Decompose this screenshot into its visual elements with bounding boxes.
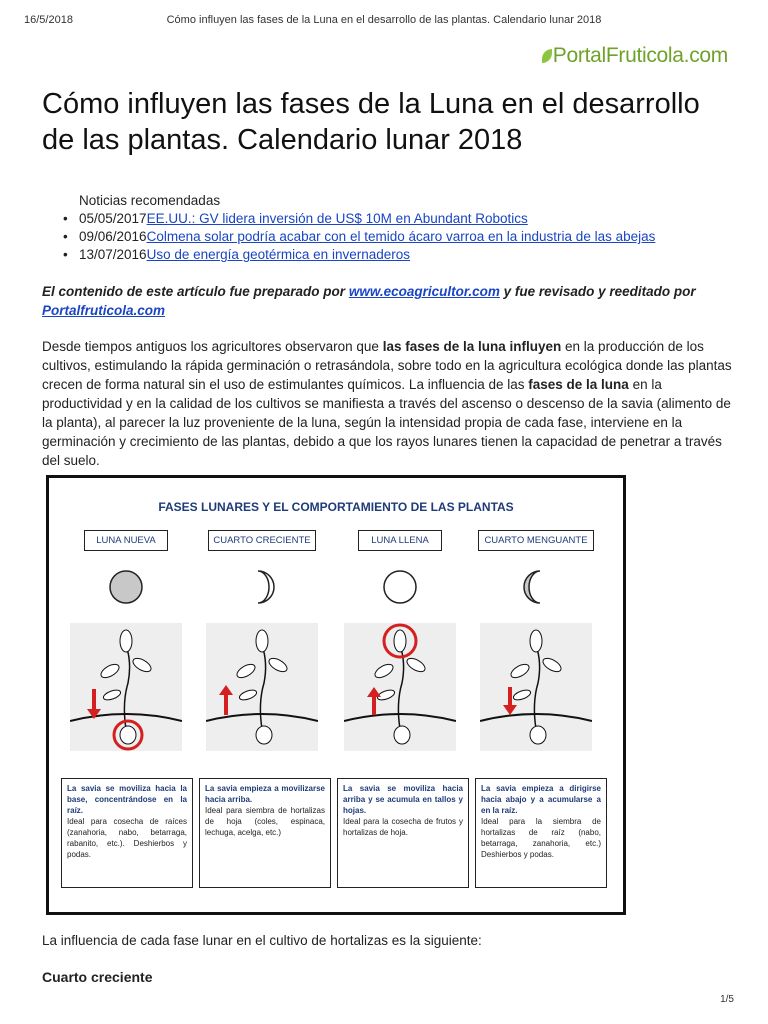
phase-label: LUNA LLENA: [358, 530, 442, 551]
recommended-heading: Noticias recomendadas: [79, 193, 221, 208]
news-link[interactable]: EE.UU.: GV lidera inversión de US$ 10M en Abundant Robotics: [146, 211, 528, 226]
phase-description-note: Ideal para siembra de hortalizas de hoja (coles, espinaca, lechuga, acelga, etc.): [205, 806, 325, 837]
lunar-phases-figure: [46, 475, 626, 915]
phase-description: [199, 778, 331, 888]
leaf-icon: [542, 49, 552, 63]
news-date: 13/07/2016: [79, 247, 147, 262]
print-header-title: Cómo influyen las fases de la Luna en el desarrollo de las plantas. Calendario lunar 2018: [166, 14, 602, 26]
plant-illustration: [70, 623, 182, 751]
phase-description-note: Ideal para la siembra de hortalizas de raíz (nabo, betarraga, zanahoria, etc.) Deshierbos y podas.: [481, 817, 601, 859]
print-date: 16/5/2018: [24, 14, 73, 26]
intro-text: en la producción de los cultivos, estimulando la rápida germinación o retrasándola, sobre todo en la agricultura ecológica donde las plantas crecen de forma natural sin el uso de estimulantes químicos. La influencia de las: [42, 339, 732, 392]
figure-title: FASES LUNARES Y EL COMPORTAMIENTO DE LAS PLANTAS: [158, 500, 514, 514]
plant-icon: [480, 623, 592, 751]
phase-description-bold: La savia empieza a dirigirse hacia abajo y a acumularse a en la raíz.: [481, 784, 601, 815]
intro-text: en la productividad y en la calidad de los cultivos se manifiesta a través del ascenso o descenso de la savia (alimento de la planta), al parecer la luz proveniente de la luna, según la intensidad propia de cada fase, interviene en la germinación y crecimiento de las plantas, debido a que los rayos lunares tienen la capacidad de penetrar a través del suelo.: [42, 377, 731, 468]
intro-paragraph: [42, 337, 732, 470]
news-link[interactable]: Colmena solar podría acabar con el temido ácaro varroa en la industria de las abejas: [146, 229, 656, 244]
intro-bold: fases de la luna: [528, 377, 629, 392]
intro-text: Desde tiempos antiguos los agricultores observaron que: [42, 339, 383, 354]
plant-icon: [206, 623, 318, 751]
list-item: [79, 210, 655, 228]
phase-description: [337, 778, 469, 888]
article-title: Cómo influyen las fases de la Luna en el desarrollo de las plantas. Calendario lunar 2018: [42, 88, 700, 156]
site-logo[interactable]: [542, 44, 728, 68]
waning-moon-icon: [518, 569, 554, 605]
new-moon-icon: [108, 569, 144, 605]
phase-description-note: Ideal para la cosecha de frutos y hortalizas de hoja.: [343, 817, 463, 837]
phase-description-note: Ideal para cosecha de raíces (zanahoria, nabo, betarraga, rabanito, etc.). Deshierbos y podas.: [67, 817, 187, 859]
phase-label: LUNA NUEVA: [84, 530, 168, 551]
phase-description: [61, 778, 193, 888]
phase-column: [63, 530, 189, 751]
list-item: [79, 246, 655, 264]
news-date: 09/06/2016: [79, 229, 147, 244]
portalfruticola-link[interactable]: Portalfruticola.com: [42, 303, 166, 318]
plant-icon: [70, 623, 182, 751]
logo-text: PortalFruticola.com: [552, 44, 728, 67]
phase-label: CUARTO CRECIENTE: [208, 530, 316, 551]
intro-bold: las fases de la luna influyen: [382, 339, 562, 354]
plant-icon: [344, 623, 456, 751]
plant-illustration: [344, 623, 456, 751]
section-heading: Cuarto creciente: [42, 969, 153, 985]
recommended-news: [79, 192, 655, 264]
list-item: [79, 228, 655, 246]
page-number: 1/5: [720, 994, 734, 1005]
credit-text: El contenido de este artículo fue preparado por: [42, 284, 349, 299]
news-date: 05/05/2017: [79, 211, 147, 226]
phase-label: CUARTO MENGUANTE: [478, 530, 594, 551]
full-moon-icon: [382, 569, 418, 605]
plant-illustration: [480, 623, 592, 751]
content-credit: [42, 282, 732, 320]
phase-column: [199, 530, 325, 751]
phase-column: [337, 530, 463, 751]
news-link[interactable]: Uso de energía geotérmica en invernaderos: [146, 247, 410, 262]
ecoagricultor-link[interactable]: www.ecoagricultor.com: [348, 284, 500, 299]
phase-description-bold: La savia se moviliza hacia la base, concentrándose en la raíz.: [67, 784, 187, 815]
credit-text: y fue revisado y reeditado por: [499, 284, 696, 299]
phase-description-bold: La savia empieza a movilizarse hacia arriba.: [205, 784, 325, 804]
phase-column: [473, 530, 599, 751]
influence-intro: La influencia de cada fase lunar en el cultivo de hortalizas es la siguiente:: [42, 933, 482, 948]
phase-description-bold: La savia se moviliza hacia arriba y se acumula en tallos y hojas.: [343, 784, 463, 815]
phase-description: [475, 778, 607, 888]
waxing-moon-icon: [244, 569, 280, 605]
plant-illustration: [206, 623, 318, 751]
